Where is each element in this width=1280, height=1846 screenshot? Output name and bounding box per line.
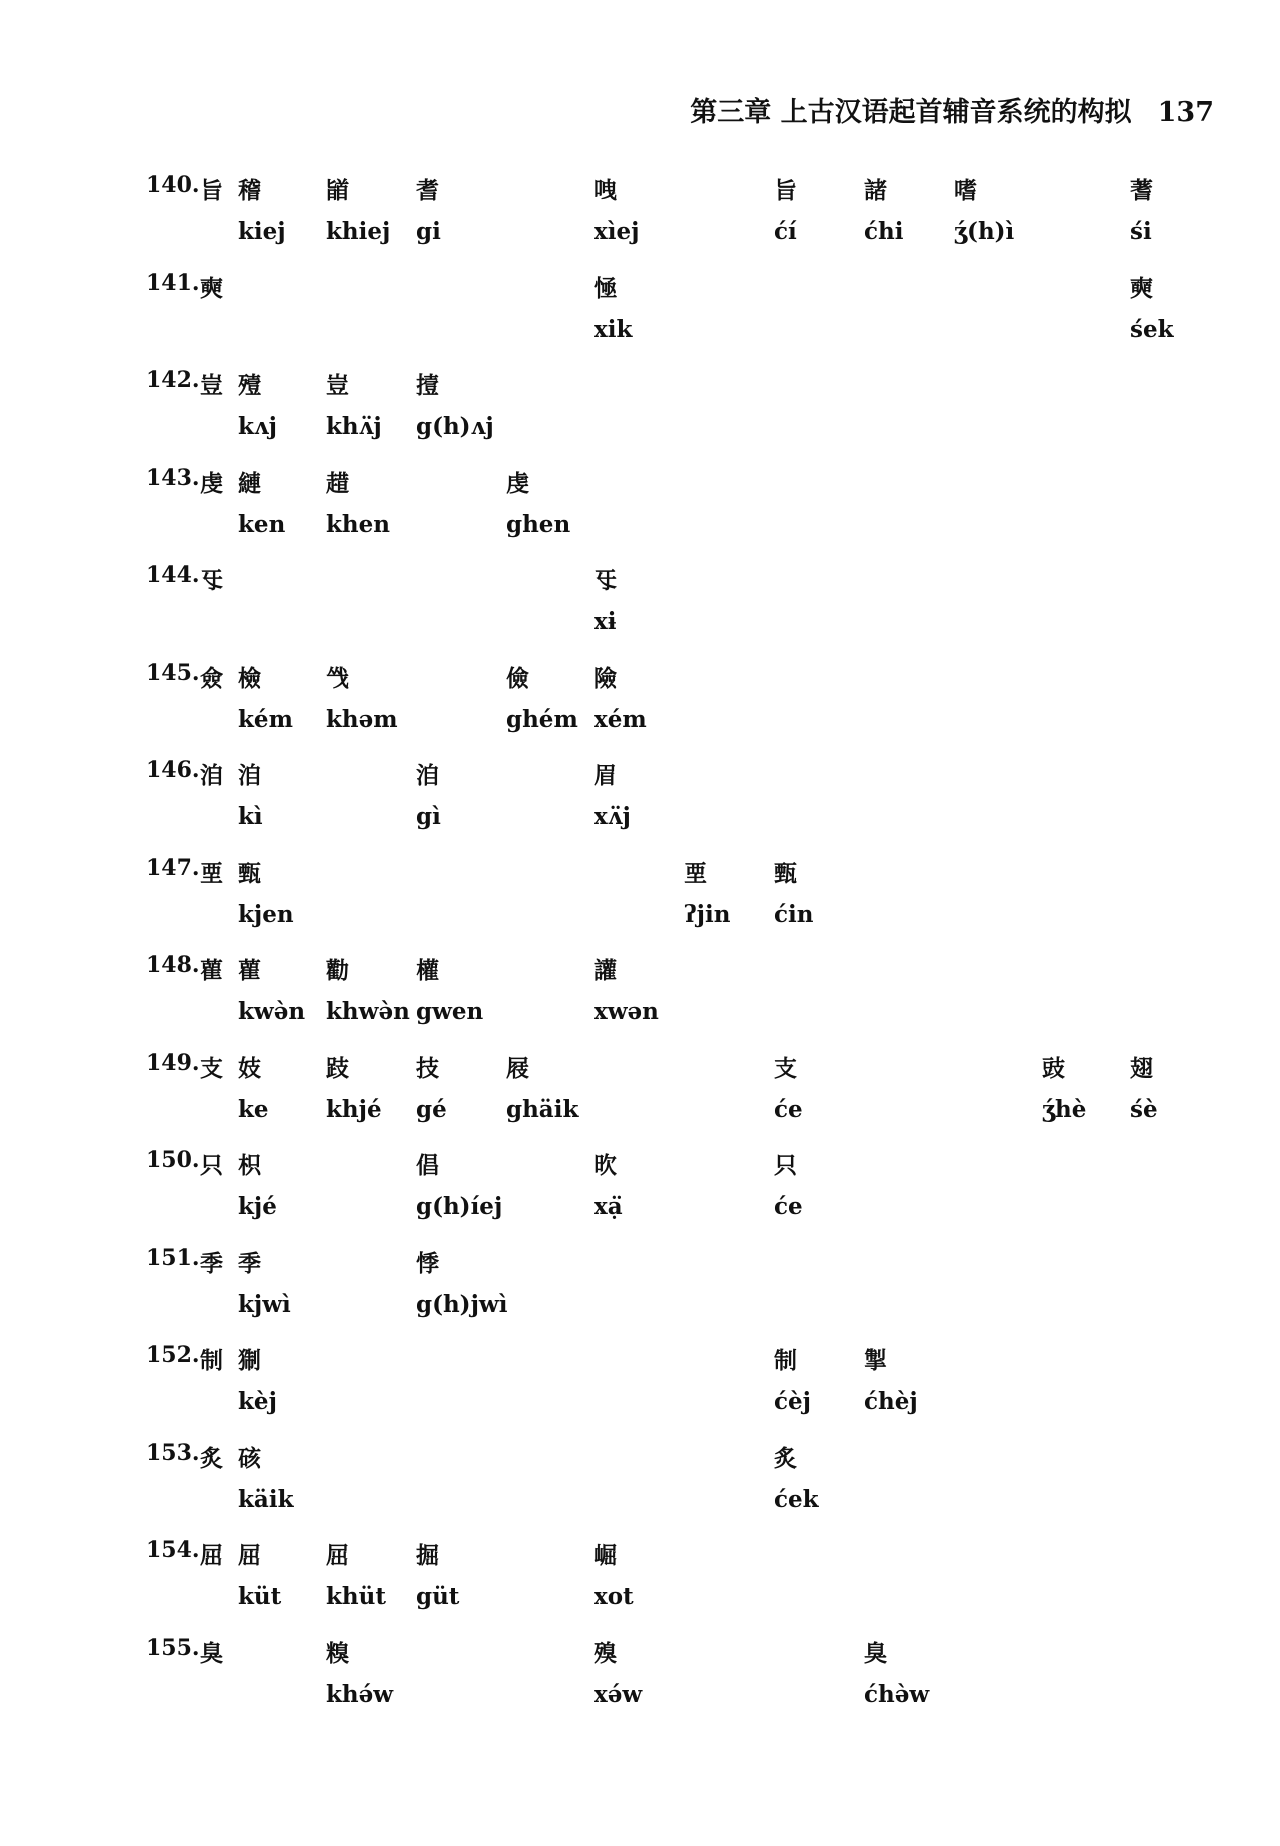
reading-row xyxy=(0,1583,1280,1623)
entry-number: 140. xyxy=(146,172,200,198)
entry-number: 143. xyxy=(146,465,200,491)
phonetic-series-head: 雚 xyxy=(200,957,223,984)
character-cell: 撎 xyxy=(416,372,439,399)
character-cell: 只 xyxy=(774,1152,797,1179)
chapter-title: 第三章 上古汉语起首辅音系统的构拟 xyxy=(690,97,1132,128)
reconstruction-cell: khəm xyxy=(326,706,398,733)
phonetic-series-head: 洎 xyxy=(200,762,223,789)
reading-row xyxy=(0,706,1280,746)
phonetic-series-head: 臭 xyxy=(200,1640,223,1667)
reconstruction-cell: ghen xyxy=(506,511,571,538)
reconstruction-cell: g(h)ʌj xyxy=(416,413,494,440)
reconstruction-cell: će xyxy=(774,1193,803,1220)
character-cell: 權 xyxy=(416,957,439,984)
reconstruction-cell: xɨ xyxy=(594,608,617,635)
reconstruction-cell: ćèj xyxy=(774,1388,811,1415)
character-cell: 臭 xyxy=(864,1640,887,1667)
reconstruction-cell: kì xyxy=(238,803,263,830)
reconstruction-cell: khwə̀n xyxy=(326,998,410,1025)
character-cell: 洎 xyxy=(238,762,261,789)
reconstruction-cell: ćí xyxy=(774,218,797,245)
reconstruction-cell: xạ̈ xyxy=(594,1193,623,1220)
character-cell: 崛 xyxy=(594,1542,617,1569)
phonetic-series-head: 屈 xyxy=(200,1542,223,1569)
character-cell: 殠 xyxy=(594,1640,617,1667)
reconstruction-cell: gé xyxy=(416,1096,447,1123)
phonetic-series-head: 季 xyxy=(200,1250,223,1277)
character-cell: 趞 xyxy=(326,470,349,497)
reconstruction-cell: khʌ̈j xyxy=(326,413,382,440)
reconstruction-cell: xìej xyxy=(594,218,640,245)
character-cell: 屐 xyxy=(506,1055,529,1082)
character-cell: 炙 xyxy=(774,1445,797,1472)
reconstruction-cell: će xyxy=(774,1096,803,1123)
reading-row xyxy=(0,1291,1280,1331)
phonetic-series-head: 垔 xyxy=(200,860,223,887)
character-cell: 洎 xyxy=(416,762,439,789)
reconstruction-cell: khüt xyxy=(326,1583,387,1610)
reading-row xyxy=(0,1681,1280,1721)
character-cell: 殪 xyxy=(238,372,261,399)
entry-number: 147. xyxy=(146,855,200,881)
reading-row xyxy=(0,413,1280,453)
reconstruction-cell: küt xyxy=(238,1583,282,1610)
phonetic-series-head: 虔 xyxy=(200,470,223,497)
entry-row xyxy=(0,172,1280,212)
reconstruction-cell: śè xyxy=(1130,1096,1158,1123)
character-cell: 妓 xyxy=(238,1055,261,1082)
character-cell: 勸 xyxy=(326,957,349,984)
reconstruction-cell: ghäik xyxy=(506,1096,579,1123)
reconstruction-cell: ʒ́hè xyxy=(1042,1096,1087,1123)
reconstruction-cell: g(h)jwì xyxy=(416,1291,508,1318)
character-cell: 檢 xyxy=(238,665,261,692)
character-cell: 㸦 xyxy=(594,567,617,594)
character-cell: 耆 xyxy=(416,177,439,204)
entry-number: 154. xyxy=(146,1537,200,1563)
reconstruction-cell: käik xyxy=(238,1486,294,1513)
reconstruction-cell: gwen xyxy=(416,998,484,1025)
reconstruction-cell: gi xyxy=(416,218,441,245)
phonetic-series-head: 豈 xyxy=(200,372,223,399)
reading-row xyxy=(0,998,1280,1038)
character-cell: 縺 xyxy=(238,470,261,497)
reconstruction-cell: xém xyxy=(594,706,647,733)
reconstruction-cell: ken xyxy=(238,511,286,538)
character-cell: 甄 xyxy=(238,860,261,887)
reading-row xyxy=(0,901,1280,941)
character-cell: 㥛 xyxy=(594,275,617,302)
reconstruction-cell: kèj xyxy=(238,1388,277,1415)
character-cell: 制 xyxy=(774,1347,797,1374)
phonetic-series-head: 奭 xyxy=(200,275,223,302)
character-cell: 跂 xyxy=(326,1055,349,1082)
entry-row xyxy=(0,1440,1280,1480)
character-cell: 季 xyxy=(238,1250,261,1277)
reading-row xyxy=(0,608,1280,648)
entry-row xyxy=(0,757,1280,797)
reconstruction-cell: xik xyxy=(594,316,633,343)
character-cell: 豈 xyxy=(326,372,349,399)
phonetic-series-head: 僉 xyxy=(200,665,223,692)
character-cell: 屈 xyxy=(238,1542,261,1569)
page-header xyxy=(690,90,1214,129)
reconstruction-cell: xot xyxy=(594,1583,634,1610)
entry-number: 144. xyxy=(146,562,200,588)
entry-row xyxy=(0,562,1280,602)
character-cell: 讙 xyxy=(594,957,617,984)
reconstruction-cell: kiej xyxy=(238,218,286,245)
character-cell: 猘 xyxy=(238,1347,261,1374)
character-cell: 垔 xyxy=(684,860,707,887)
character-cell: 蓍 xyxy=(1130,177,1153,204)
entry-number: 142. xyxy=(146,367,200,393)
entry-row xyxy=(0,270,1280,310)
reconstruction-cell: xə́w xyxy=(594,1681,643,1708)
character-cell: 欥 xyxy=(594,1152,617,1179)
character-cell: 悸 xyxy=(416,1250,439,1277)
character-cell: 糗 xyxy=(326,1640,349,1667)
reading-row xyxy=(0,1388,1280,1428)
entry-number: 152. xyxy=(146,1342,200,1368)
phonetic-series-head: 只 xyxy=(200,1152,223,1179)
character-cell: 奭 xyxy=(1130,275,1153,302)
entry-number: 153. xyxy=(146,1440,200,1466)
reconstruction-cell: khə́w xyxy=(326,1681,394,1708)
phonetic-series-head: 旨 xyxy=(200,177,223,204)
reconstruction-cell: ćhèj xyxy=(864,1388,918,1415)
character-cell: 㦰 xyxy=(326,665,349,692)
entry-row xyxy=(0,1537,1280,1577)
character-cell: 嗜 xyxy=(954,177,977,204)
entry-number: 146. xyxy=(146,757,200,783)
phonetic-series-head: 制 xyxy=(200,1347,223,1374)
entry-number: 141. xyxy=(146,270,200,296)
character-cell: 豉 xyxy=(1042,1055,1065,1082)
character-cell: 㖂 xyxy=(594,177,617,204)
reconstruction-cell: kjé xyxy=(238,1193,277,1220)
reconstruction-cell: ʒ́(h)ì xyxy=(954,218,1015,245)
character-cell: 䭫 xyxy=(326,177,349,204)
character-cell: 硋 xyxy=(238,1445,261,1472)
reconstruction-cell: kém xyxy=(238,706,293,733)
reconstruction-cell: khjé xyxy=(326,1096,382,1123)
reconstruction-cell: kjen xyxy=(238,901,294,928)
reconstruction-cell: ćek xyxy=(774,1486,819,1513)
reconstruction-cell: ke xyxy=(238,1096,269,1123)
character-cell: 倡 xyxy=(416,1152,439,1179)
reconstruction-cell: khen xyxy=(326,511,391,538)
character-cell: 雚 xyxy=(238,957,261,984)
reading-row xyxy=(0,511,1280,551)
reconstruction-cell: kjwì xyxy=(238,1291,291,1318)
reading-row xyxy=(0,803,1280,843)
reconstruction-cell: ćhə̀w xyxy=(864,1681,930,1708)
reading-row xyxy=(0,1193,1280,1233)
entry-row xyxy=(0,465,1280,505)
character-cell: 屈 xyxy=(326,1542,349,1569)
entry-number: 149. xyxy=(146,1050,200,1076)
page-number: 137 xyxy=(1157,97,1214,128)
reconstruction-cell: xwən xyxy=(594,998,659,1025)
entry-row xyxy=(0,1635,1280,1675)
phonetic-series-head: 支 xyxy=(200,1055,223,1082)
phonetic-series-head: 㸦 xyxy=(200,567,223,594)
reconstruction-cell: g(h)íej xyxy=(416,1193,503,1220)
character-cell: 諸 xyxy=(864,177,887,204)
character-cell: 掣 xyxy=(864,1347,887,1374)
character-cell: 技 xyxy=(416,1055,439,1082)
entry-row xyxy=(0,1147,1280,1187)
entry-row xyxy=(0,952,1280,992)
reconstruction-cell: gì xyxy=(416,803,441,830)
entry-row xyxy=(0,660,1280,700)
entry-row xyxy=(0,367,1280,407)
reading-row xyxy=(0,316,1280,356)
reconstruction-cell: ʔjin xyxy=(684,901,731,928)
reconstruction-cell: ćin xyxy=(774,901,814,928)
character-cell: 虔 xyxy=(506,470,529,497)
entry-number: 148. xyxy=(146,952,200,978)
character-cell: 眉 xyxy=(594,762,617,789)
character-cell: 稽 xyxy=(238,177,261,204)
character-cell: 甄 xyxy=(774,860,797,887)
entry-row xyxy=(0,1342,1280,1382)
character-cell: 旨 xyxy=(774,177,797,204)
character-cell: 儉 xyxy=(506,665,529,692)
entry-number: 151. xyxy=(146,1245,200,1271)
reconstruction-cell: ghém xyxy=(506,706,578,733)
entry-row xyxy=(0,1245,1280,1285)
reading-row xyxy=(0,218,1280,258)
reconstruction-cell: ćhi xyxy=(864,218,904,245)
entry-number: 155. xyxy=(146,1635,200,1661)
character-cell: 翅 xyxy=(1130,1055,1153,1082)
character-cell: 枳 xyxy=(238,1152,261,1179)
entry-number: 150. xyxy=(146,1147,200,1173)
entry-number: 145. xyxy=(146,660,200,686)
phonetic-series-head: 炙 xyxy=(200,1445,223,1472)
entry-row xyxy=(0,855,1280,895)
reconstruction-cell: kʌj xyxy=(238,413,278,440)
entry-row xyxy=(0,1050,1280,1090)
reconstruction-cell: khiej xyxy=(326,218,391,245)
reading-row xyxy=(0,1096,1280,1136)
reconstruction-cell: güt xyxy=(416,1583,460,1610)
character-cell: 險 xyxy=(594,665,617,692)
reconstruction-cell: kwə̀n xyxy=(238,998,306,1025)
character-cell: 支 xyxy=(774,1055,797,1082)
reconstruction-cell: śi xyxy=(1130,218,1152,245)
reconstruction-cell: xʌ̈j xyxy=(594,803,631,830)
character-cell: 掘 xyxy=(416,1542,439,1569)
reconstruction-cell: śek xyxy=(1130,316,1174,343)
reading-row xyxy=(0,1486,1280,1526)
